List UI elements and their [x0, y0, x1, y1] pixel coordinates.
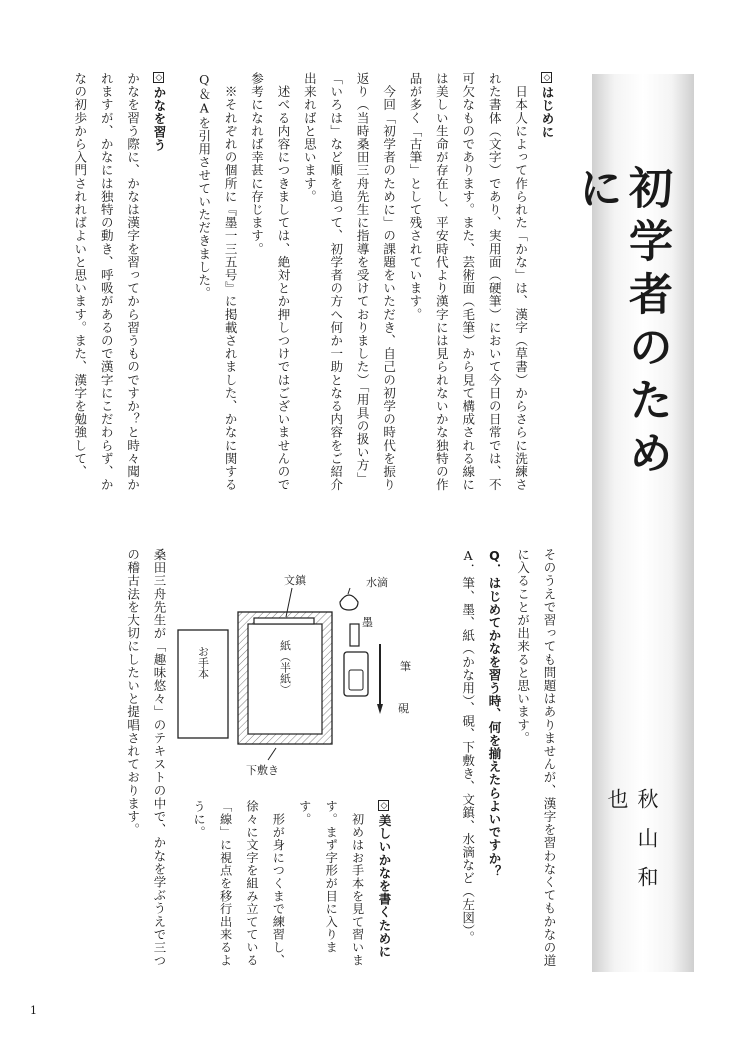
label-suiteki: 水滴	[366, 576, 388, 589]
page-title: 初学者のために	[571, 165, 672, 483]
author-name: 秋山和也	[605, 788, 659, 905]
section-intro-heading: ◇はじめに	[540, 73, 555, 139]
label-otehon: お手本	[196, 646, 210, 679]
label-suzuri: 硯	[398, 702, 409, 715]
diamond-icon: ◇	[154, 73, 164, 84]
section-beautiful-heading: ◇美しいかなを書くために	[377, 801, 392, 959]
section-learning-body: かなを習う際に、かなは漢字を習ってから習うものですか？と時々聞かれますが、かなには独特の動き、呼吸があるので漢字にこだわらず、かなの初歩から入門されればよいと思います。また、漢字を勉強して、	[72, 72, 141, 492]
label-bunchin: 文鎮	[284, 574, 306, 587]
qa-answer: A．筆、墨、紙（かな用）、硯、下敷き、文鎮、水滴など（左図）。	[460, 548, 476, 945]
kuwata-body: 桑田三舟先生が「趣味悠々」のテキストの中で、かなを学ぶうえで三つの稽古法を大切にしたいと提唱されております。	[125, 548, 167, 968]
sumi-stick	[350, 624, 359, 646]
section-qa	[452, 548, 507, 968]
section-beautiful	[185, 800, 397, 968]
section-intro	[172, 72, 560, 504]
label-shitajiki: 下敷き	[246, 764, 279, 777]
section-intro-body: 日本人によって作られた「かな」は、漢字（草書）からさらに洗練された書体（文字）であり、実用面（硬筆）において今日の日常では、不可欠なものであります。また、芸術面（毛筆）から見て構成される線には美しい生命が存在し、平安時代より漢字には見られないかな独特の作品が多く「古筆」として残されています。 今回「初学者のために」の課題をいただき、自己の初学の時代を振り返り（当時桑田三舟先生に指導を受けておりました）「用具の扱い方」「いろは」など順を追って、初学者の方へ何か一助となる内容をご紹介出来ればと思います。 述べる内容につきましては、絶対とか押しつけではございませんので参考になれば幸甚に存じます。 ※それぞれの個所に『墨一三五号』に掲載されました、かなに関するQ＆Aを引用させていただきました。	[196, 72, 529, 492]
bunchin	[254, 618, 314, 624]
section-kuwata	[90, 548, 172, 968]
suiteki	[340, 595, 358, 610]
qa-question: Q．はじめてかなを習う時、何を揃えたらよいですか？	[487, 548, 502, 878]
label-sumi: 墨	[362, 616, 373, 629]
continuation-body: そのうえで習っても問題はありませんが、漢字を習わなくてもかなの道に入ることが出来ると思います。	[515, 548, 557, 968]
label-kami: 紙（半紙）	[278, 640, 292, 695]
page-number: 1	[30, 1004, 37, 1017]
suzuri	[344, 652, 368, 696]
label-fude: 筆	[400, 660, 411, 673]
diamond-icon: ◇	[542, 73, 552, 84]
diamond-icon: ◇	[379, 801, 389, 812]
section-beautiful-body: 初めはお手本を見て習います。まず字形が目に入ります。 形が身につくまで練習し、徐々に文字を組み立てている「線」に視点を移行出来るように。	[192, 800, 365, 967]
section-learning	[64, 72, 172, 504]
tools-illustration	[172, 562, 427, 780]
section-learning-heading: ◇かなを習う	[152, 73, 167, 152]
section-continuation	[507, 548, 562, 968]
